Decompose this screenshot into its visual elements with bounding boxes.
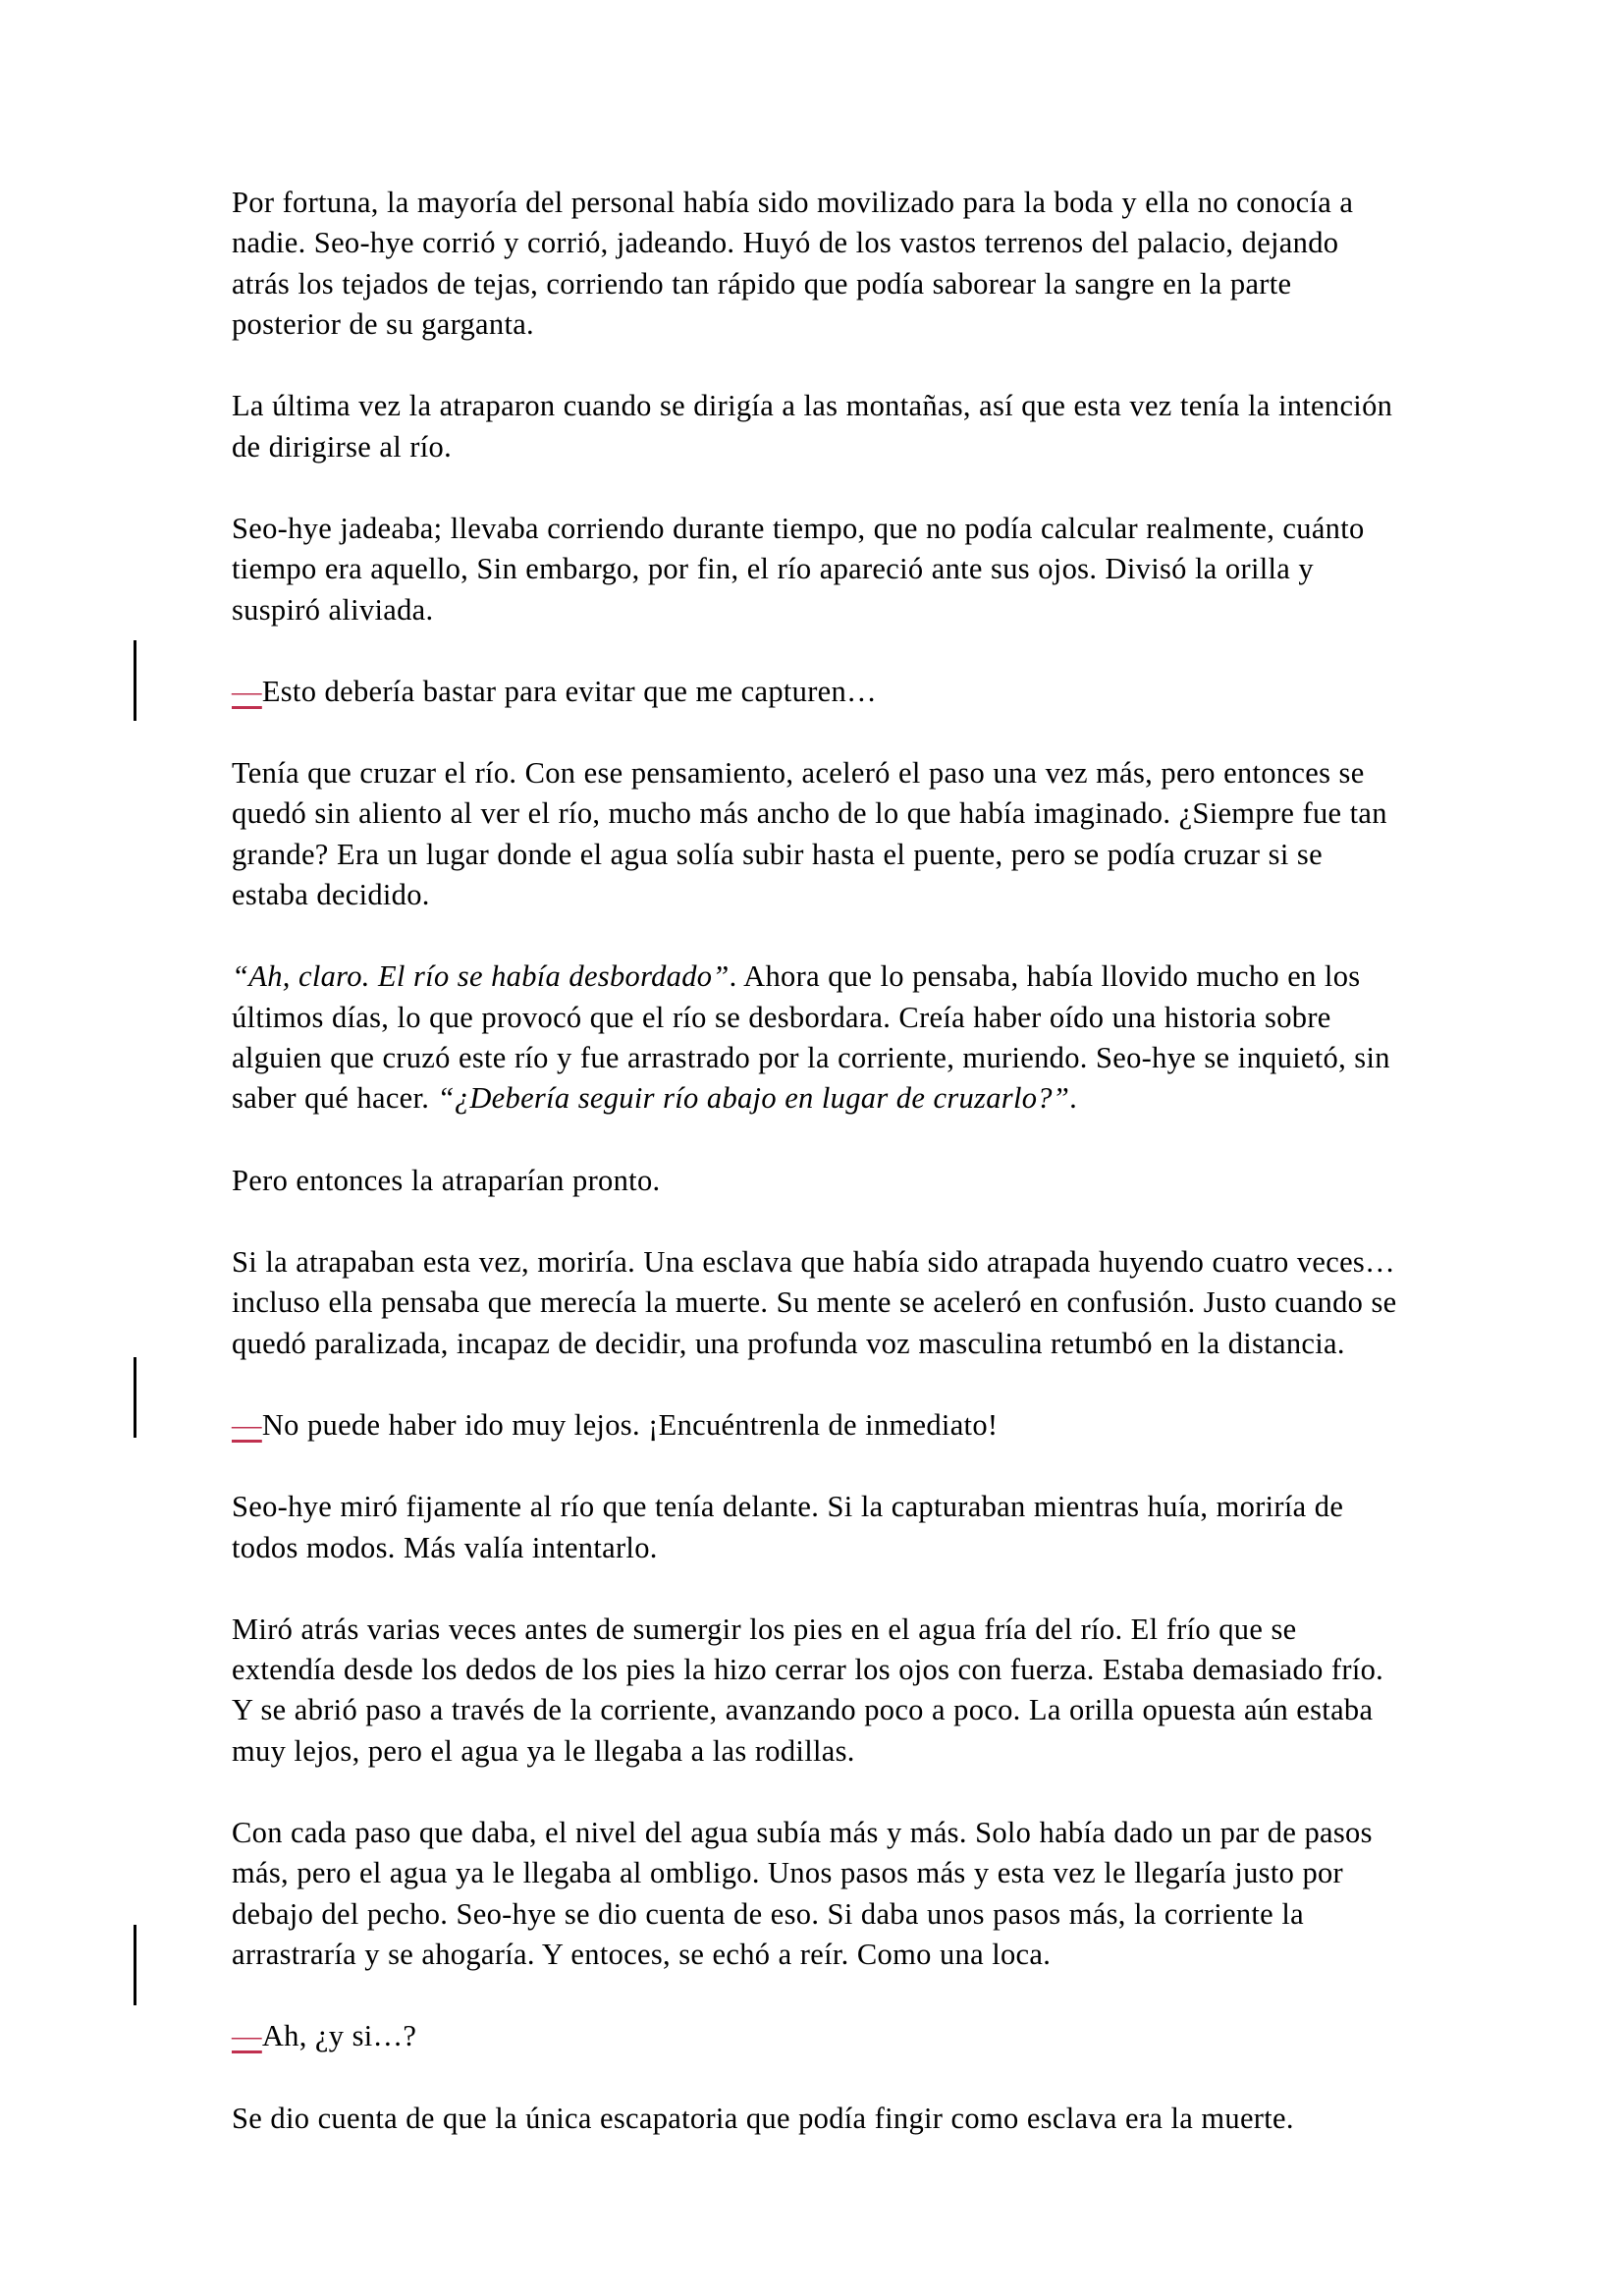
paragraph: La última vez la atraparon cuando se dirigía a las montañas, así que esta vez tenía la intención de dirigirse al río. bbox=[232, 389, 1393, 464]
paragraph: Si la atrapaban esta vez, moriría. Una esclava que había sido atrapada huyendo cuatro veces… incluso ella pensaba que merecía la muerte. Su mente se aceleró en confusión. Justo cuando se quedó paralizada, incapaz de decidir, una profunda voz masculina retumbó en la distancia. bbox=[232, 1244, 1397, 1360]
paragraph: Pero entonces la atraparían pronto. bbox=[232, 1163, 661, 1197]
narration-end: . bbox=[1069, 1081, 1078, 1116]
inserted-em-dash-mark: — bbox=[232, 1407, 262, 1442]
revision-change-bar bbox=[134, 640, 136, 721]
dialogue-paragraph bbox=[232, 672, 1400, 712]
paragraph: Seo-hye miró fijamente al río que tenía delante. Si la capturaban mientras huía, moriría de todos modos. Más valía intentarlo. bbox=[232, 1490, 1344, 1564]
dialogue-text: Esto debería bastar para evitar que me capturen… bbox=[261, 674, 877, 708]
dialogue-paragraph bbox=[232, 1405, 1400, 1446]
revision-change-bar bbox=[134, 1357, 136, 1438]
dialogue-text: No puede haber ido muy lejos. ¡Encuéntrenla de inmediato! bbox=[261, 1407, 999, 1442]
paragraph-with-quotes bbox=[232, 957, 1400, 1119]
narration-middle: . Ahora que lo pensaba, había llovido mucho en los últimos días, lo que provocó que el río se desbordara. Creía haber oído una historia sobre alguien que cruzó este río y fue arrastrado por la corriente, muriendo. Seo-hye se inquietó, sin saber qué hacer. bbox=[232, 959, 1390, 1116]
paragraph: Seo-hye jadeaba; llevaba corriendo durante tiempo, que no podía calcular realmente, cuánto tiempo era aquello, Sin embargo, por fin, el río apareció ante sus ojos. Divisó la orilla y suspiró aliviada. bbox=[232, 511, 1365, 627]
inserted-em-dash-mark: — bbox=[232, 2019, 262, 2053]
document-body bbox=[232, 183, 1400, 2139]
quoted-thought-first: “Ah, claro. El río se había desbordado” bbox=[232, 959, 730, 994]
paragraph: Con cada paso que daba, el nivel del agua subía más y más. Solo había dado un par de pasos más, pero el agua ya le llegaba al ombligo. Unos pasos más y esta vez le llegaría justo por debajo del pecho. Seo-hye se dio cuenta de eso. Si daba unos pasos más, la corriente la arrastraría y se ahogaría. Y entoces, se echó a reír. Como una loca. bbox=[232, 1816, 1373, 1971]
paragraph: Miró atrás varias veces antes de sumergir los pies en el agua fría del río. El frío que se extendía desde los dedos de los pies la hizo cerrar los ojos con fuerza. Estaba demasiado frío. Y se abrió paso a través de la corriente, avanzando poco a poco. La orilla opuesta aún estaba muy lejos, pero el agua ya le llegaba a las rodillas. bbox=[232, 1612, 1384, 1768]
dialogue-paragraph bbox=[232, 2016, 1400, 2056]
inserted-em-dash-mark: — bbox=[232, 674, 262, 708]
revision-change-bar bbox=[134, 1925, 136, 2005]
quoted-thought-second: “¿Debería seguir río abajo en lugar de cruzarlo?” bbox=[437, 1081, 1070, 1116]
paragraph: Se dio cuenta de que la única escapatoria que podía fingir como esclava era la muerte. bbox=[232, 2101, 1294, 2135]
paragraph: Tenía que cruzar el río. Con ese pensamiento, aceleró el paso una vez más, pero entonces se quedó sin aliento al ver el río, mucho más ancho de lo que había imaginado. ¿Siempre fue tan grande? Era un lugar donde el agua solía subir hasta el puente, pero se podía cruzar si se estaba decidido. bbox=[232, 756, 1387, 912]
dialogue-text: Ah, ¿y si…? bbox=[261, 2019, 417, 2053]
paragraph: Por fortuna, la mayoría del personal había sido movilizado para la boda y ella no conocía a nadie. Seo-hye corrió y corrió, jadeando. Huyó de los vastos terrenos del palacio, dejando atrás los tejados de tejas, corriendo tan rápido que podía saborear la sangre en la parte posterior de su garganta. bbox=[232, 186, 1354, 341]
